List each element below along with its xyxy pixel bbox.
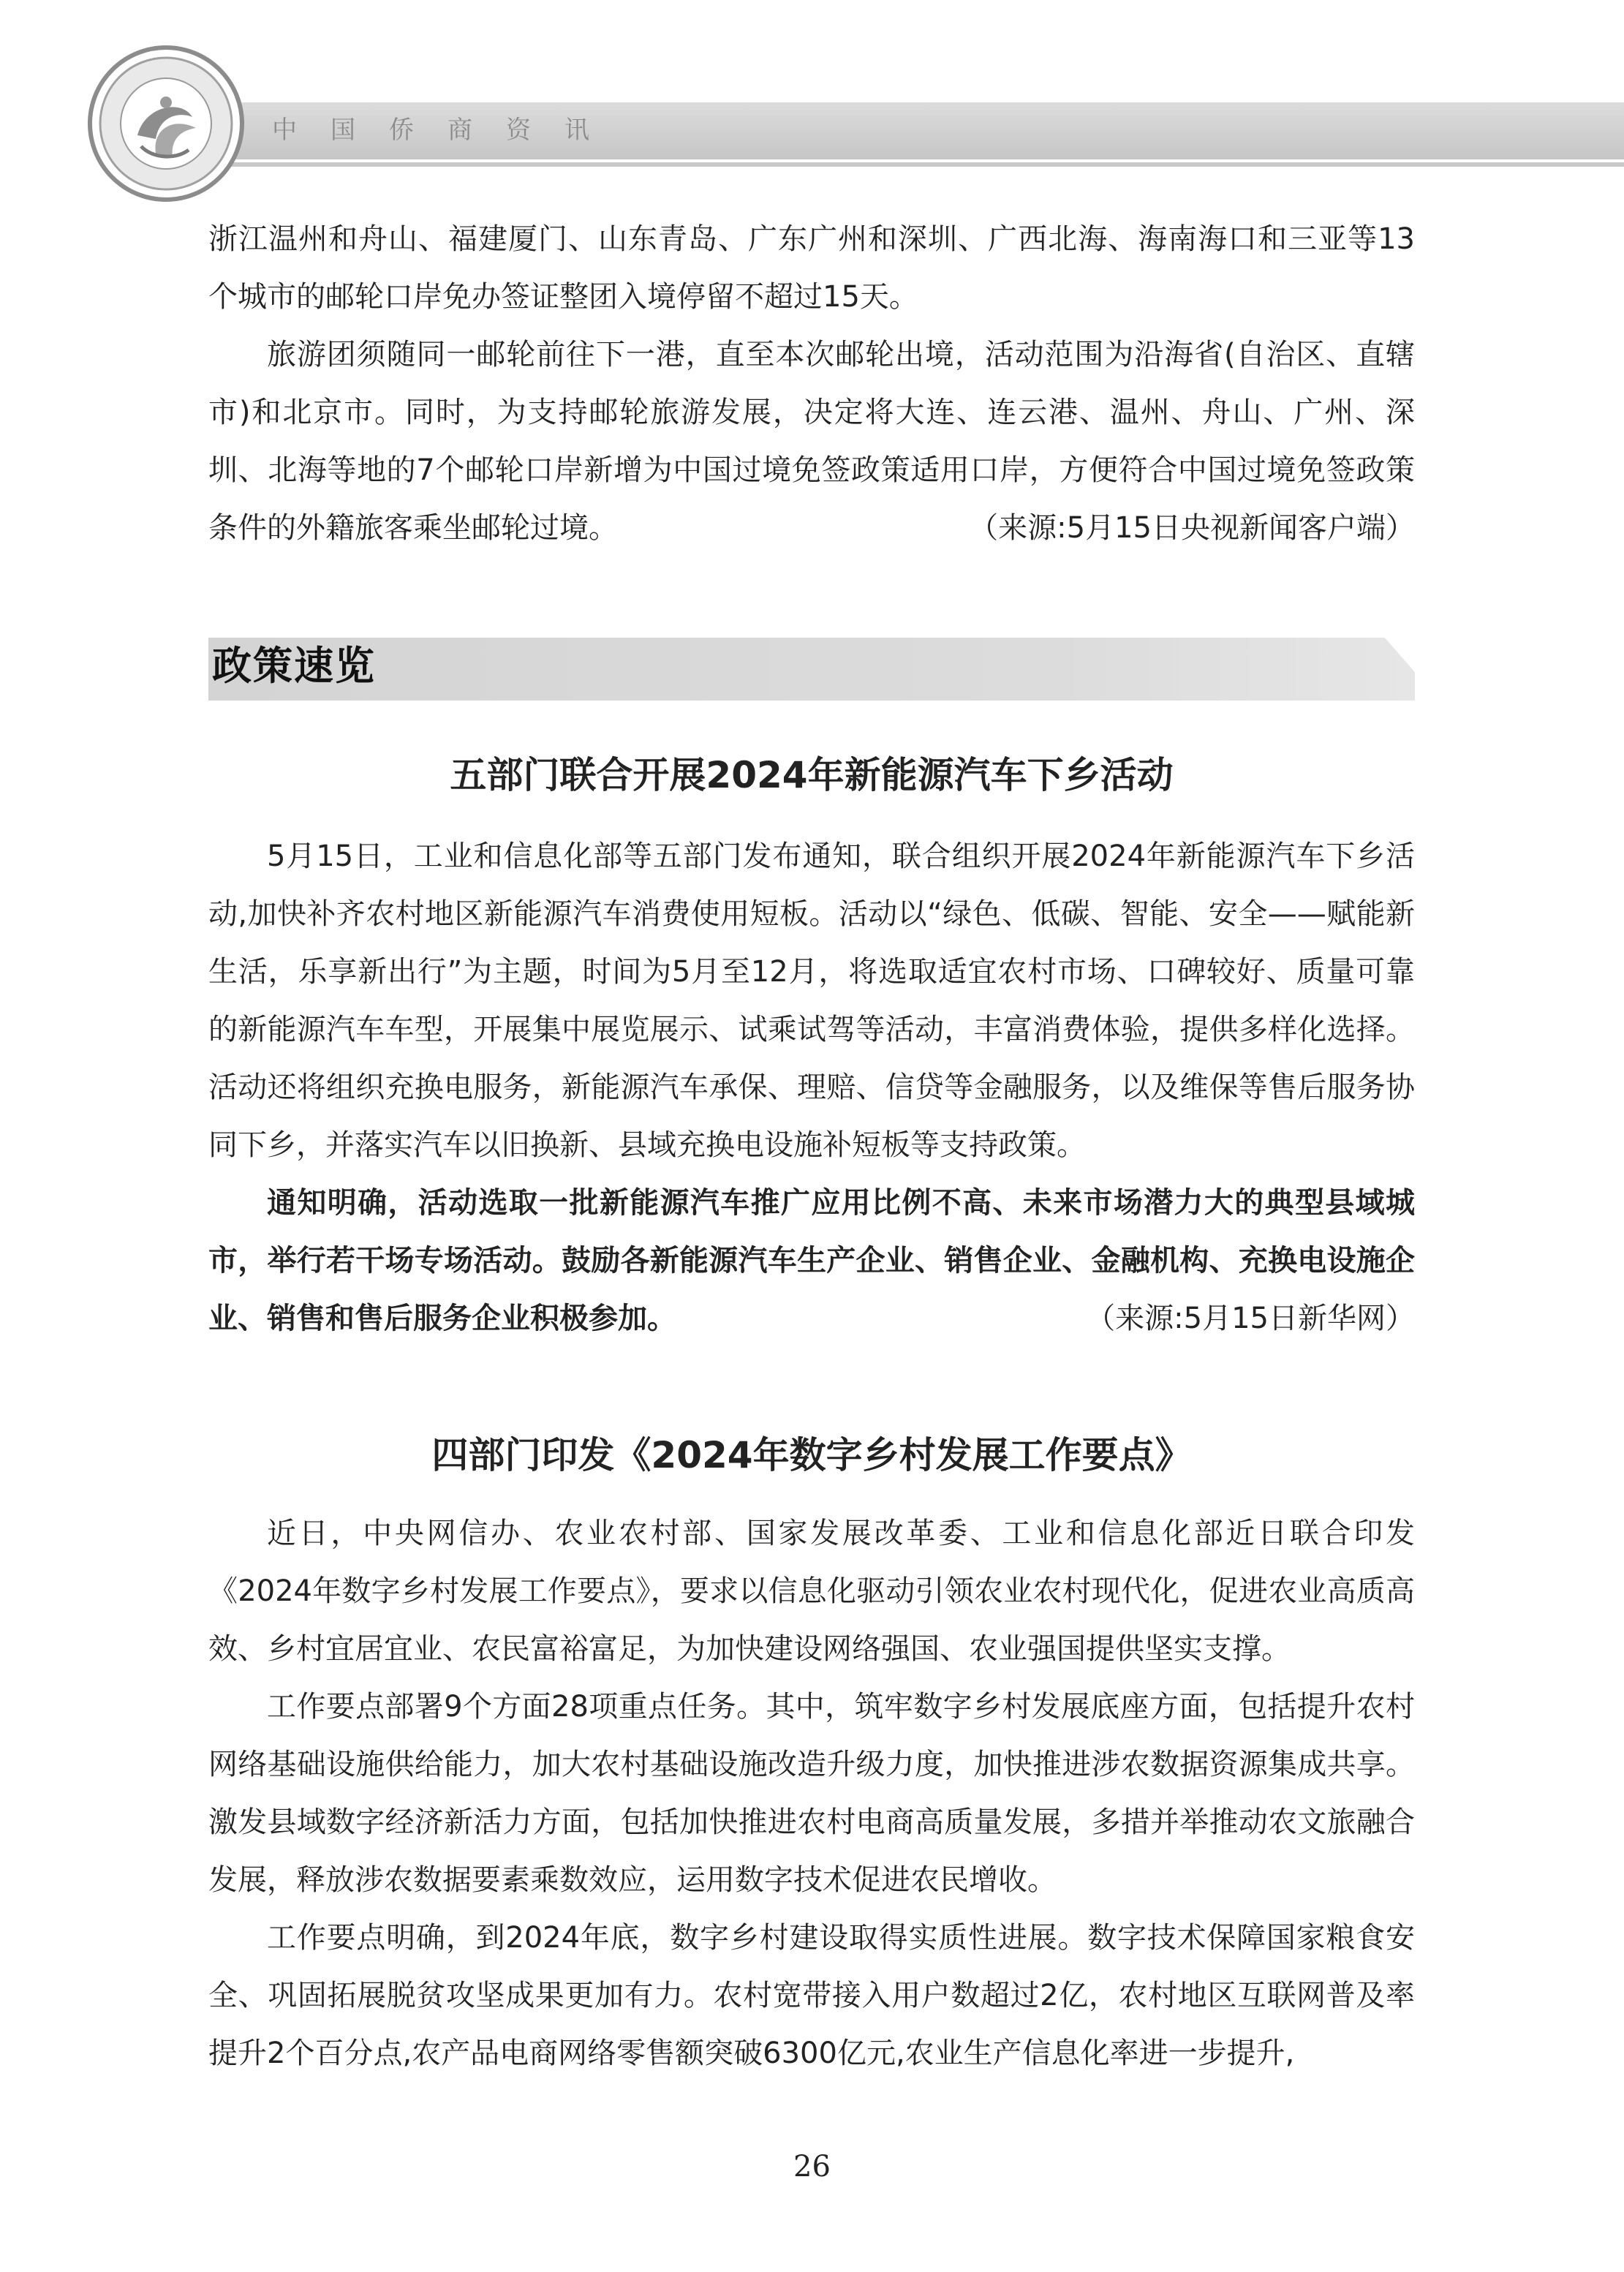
intro-source: （来源:5月15日央视新闻客户端） bbox=[969, 511, 1415, 545]
page-number: 26 bbox=[793, 2150, 831, 2184]
article1-source: （来源:5月15日新华网） bbox=[1086, 1302, 1415, 1335]
logo-emblem-icon bbox=[86, 44, 246, 203]
article1-title: 五部门联合开展2024年新能源汽车下乡活动 bbox=[450, 754, 1174, 796]
intro-paragraph-2-text: 旅游团须随同一邮轮前往下一港，直至本次邮轮出境，活动范围为沿海省(自治区、直辖市)和北京市。同时，为支持邮轮旅游发展，决定将大连、连云港、温州、舟山、广州、深圳、北海等地的7个邮轮口岸新增为中国过境免签政策适用口岸，方便符合中国过境免签政策条件的外籍旅客乘坐邮轮过境。 bbox=[208, 338, 1415, 545]
article2-paragraph-1: 近日，中央网信办、农业农村部、国家发展改革委、工业和信息化部近日联合印发《2024年数字乡村发展工作要点》，要求以信息化驱动引领农业农村现代化，促进农业高质高效、乡村宜居宜业、农民富裕富足，为加快建设网络强国、农业强国提供坚实支撑。 bbox=[208, 1517, 1415, 1666]
article2-paragraph-3: 工作要点明确，到2024年底，数字乡村建设取得实质性进展。数字技术保障国家粮食安全、巩固拓展脱贫攻坚成果更加有力。农村宽带接入用户数超过2亿，农村地区互联网普及率提升2个百分点,农产品电商网络零售额突破6300亿元,农业生产信息化率进一步提升, bbox=[208, 1921, 1415, 2070]
article1-paragraph-2-text: 通知明确，活动选取一批新能源汽车推广应用比例不高、未来市场潜力大的典型县域城市，举行若干场专场活动。鼓励各新能源汽车生产企业、销售企业、金融机构、充换电设施企业、销售和售后服务企业积极参加。 bbox=[208, 1186, 1415, 1335]
article1-paragraph-1: 5月15日，工业和信息化部等五部门发布通知，联合组织开展2024年新能源汽车下乡活动,加快补齐农村地区新能源汽车消费使用短板。活动以“绿色、低碳、智能、安全——赋能新生活，乐享新出行”为主题，时间为5月至12月，将选取适宜农村市场、口碑较好、质量可靠的新能源汽车车型，开展集中展览展示、试乘试驾等活动，丰富消费体验，提供多样化选择。活动还将组织充换电服务，新能源汽车承保、理赔、信贷等金融服务，以及维保等售后服务协同下乡，并落实汽车以旧换新、县域充换电设施补短板等支持政策。 bbox=[208, 839, 1415, 1162]
section-title: 政策速览 bbox=[212, 642, 376, 689]
article2-title: 四部门印发《2024年数字乡村发展工作要点》 bbox=[431, 1434, 1192, 1476]
intro-paragraph-2 bbox=[208, 326, 1415, 557]
header-title: 中国侨商资讯 bbox=[272, 116, 623, 145]
article2-paragraph-2: 工作要点部署9个方面28项重点任务。其中，筑牢数字乡村发展底座方面，包括提升农村网络基础设施供给能力，加大农村基础设施改造升级力度，加快推进涉农数据资源集成共享。激发县域数字经济新活力方面，包括加快推进农村电商高质量发展，多措并举推动农文旅融合发展，释放涉农数据要素乘数效应，运用数字技术促进农民增收。 bbox=[208, 1690, 1415, 1897]
section-header-bar bbox=[208, 638, 1415, 701]
intro-paragraph-1: 浙江温州和舟山、福建厦门、山东青岛、广东广州和深圳、广西北海、海南海口和三亚等13个城市的邮轮口岸免办签证整团入境停留不超过15天。 bbox=[208, 222, 1415, 314]
header-divider bbox=[168, 162, 1624, 167]
article1-paragraph-2 bbox=[208, 1174, 1415, 1348]
